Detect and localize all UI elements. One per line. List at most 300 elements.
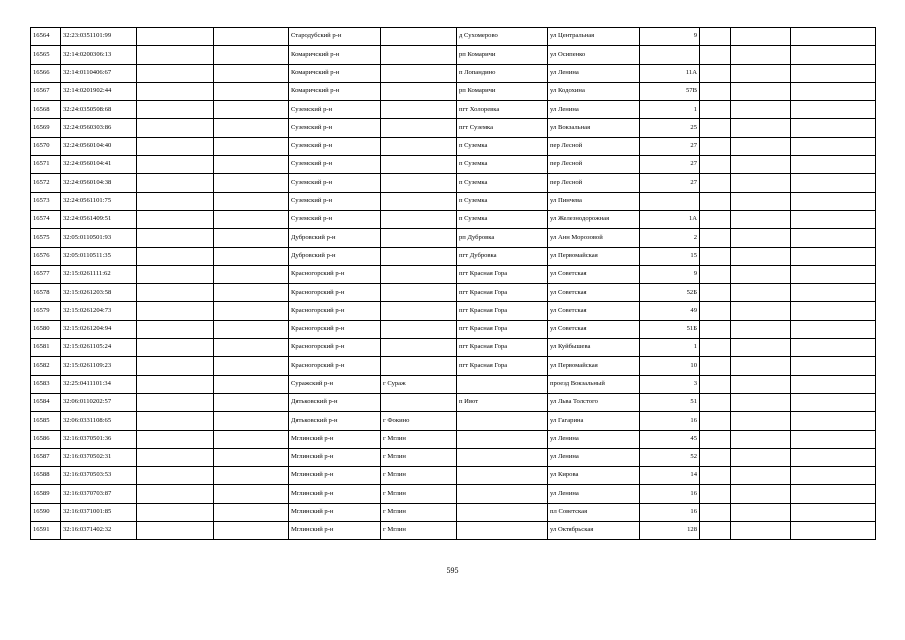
empty-col-cell bbox=[731, 137, 791, 155]
empty-col-cell bbox=[137, 485, 214, 503]
cadastral-number-cell: 32:16:0370703:87 bbox=[61, 485, 137, 503]
street-cell: ул Льва Толстого bbox=[548, 393, 640, 411]
house-number-cell bbox=[640, 192, 700, 210]
row-number-cell: 16586 bbox=[31, 430, 61, 448]
row-number-cell: 16589 bbox=[31, 485, 61, 503]
table-row bbox=[31, 64, 876, 82]
city-cell bbox=[381, 247, 457, 265]
settlement-cell: д Сухомерово bbox=[457, 28, 548, 46]
row-number-cell: 16581 bbox=[31, 339, 61, 357]
house-number-cell: 16 bbox=[640, 485, 700, 503]
cadastral-number-cell: 32:24:0350508:68 bbox=[61, 101, 137, 119]
district-cell: Комаричский р-н bbox=[289, 64, 381, 82]
empty-col-cell bbox=[214, 137, 289, 155]
district-cell: Дубровский р-н bbox=[289, 229, 381, 247]
house-number-cell: 27 bbox=[640, 156, 700, 174]
empty-col-cell bbox=[700, 302, 731, 320]
empty-col-cell bbox=[731, 46, 791, 64]
district-cell: Красногорский р-н bbox=[289, 284, 381, 302]
district-cell: Красногорский р-н bbox=[289, 357, 381, 375]
street-cell: ул Первомайская bbox=[548, 247, 640, 265]
empty-col-cell bbox=[700, 522, 731, 540]
empty-col-cell bbox=[791, 357, 876, 375]
empty-col-cell bbox=[791, 375, 876, 393]
empty-col-cell bbox=[214, 393, 289, 411]
table-row bbox=[31, 448, 876, 466]
empty-col-cell bbox=[700, 430, 731, 448]
row-number-cell: 16578 bbox=[31, 284, 61, 302]
settlement-cell bbox=[457, 448, 548, 466]
city-cell bbox=[381, 284, 457, 302]
table-row bbox=[31, 339, 876, 357]
table-row bbox=[31, 137, 876, 155]
cadastral-number-cell: 32:24:0560104:40 bbox=[61, 137, 137, 155]
empty-col-cell bbox=[731, 393, 791, 411]
street-cell: пер Лесной bbox=[548, 174, 640, 192]
table-row bbox=[31, 503, 876, 521]
empty-col-cell bbox=[791, 320, 876, 338]
empty-col-cell bbox=[791, 82, 876, 100]
row-number-cell: 16565 bbox=[31, 46, 61, 64]
settlement-cell: пгт Красная Гора bbox=[457, 320, 548, 338]
house-number-cell: 2 bbox=[640, 229, 700, 247]
row-number-cell: 16573 bbox=[31, 192, 61, 210]
settlement-cell bbox=[457, 467, 548, 485]
empty-col-cell bbox=[731, 430, 791, 448]
empty-col-cell bbox=[137, 64, 214, 82]
empty-col-cell bbox=[137, 101, 214, 119]
house-number-cell bbox=[640, 46, 700, 64]
empty-col-cell bbox=[731, 210, 791, 228]
settlement-cell: рп Дубровка bbox=[457, 229, 548, 247]
empty-col-cell bbox=[791, 522, 876, 540]
empty-col-cell bbox=[137, 448, 214, 466]
cadastral-number-cell: 32:05:0110511:35 bbox=[61, 247, 137, 265]
empty-col-cell bbox=[731, 412, 791, 430]
empty-col-cell bbox=[731, 467, 791, 485]
empty-col-cell bbox=[791, 46, 876, 64]
empty-col-cell bbox=[137, 320, 214, 338]
empty-col-cell bbox=[731, 64, 791, 82]
empty-col-cell bbox=[137, 393, 214, 411]
cadastral-number-cell: 32:16:0370503:53 bbox=[61, 467, 137, 485]
table-row bbox=[31, 485, 876, 503]
street-cell: ул Октябрьская bbox=[548, 522, 640, 540]
street-cell: ул Железнодорожная bbox=[548, 210, 640, 228]
city-cell: г Мглин bbox=[381, 448, 457, 466]
district-cell: Мглинский р-н bbox=[289, 522, 381, 540]
row-number-cell: 16576 bbox=[31, 247, 61, 265]
cadastral-number-cell: 32:16:0370502:31 bbox=[61, 448, 137, 466]
empty-col-cell bbox=[791, 265, 876, 283]
district-cell: Суземский р-н bbox=[289, 119, 381, 137]
district-cell: Мглинский р-н bbox=[289, 467, 381, 485]
cadastral-number-cell: 32:15:0261109:23 bbox=[61, 357, 137, 375]
district-cell: Суземский р-н bbox=[289, 192, 381, 210]
table-row bbox=[31, 247, 876, 265]
row-number-cell: 16588 bbox=[31, 467, 61, 485]
table-row bbox=[31, 101, 876, 119]
empty-col-cell bbox=[214, 28, 289, 46]
street-cell: ул Ленина bbox=[548, 101, 640, 119]
register-table bbox=[30, 27, 876, 540]
house-number-cell: 3 bbox=[640, 375, 700, 393]
empty-col-cell bbox=[214, 467, 289, 485]
city-cell bbox=[381, 302, 457, 320]
table-row bbox=[31, 229, 876, 247]
house-number-cell: 52Б bbox=[640, 284, 700, 302]
empty-col-cell bbox=[791, 393, 876, 411]
city-cell bbox=[381, 210, 457, 228]
street-cell: ул Пинчева bbox=[548, 192, 640, 210]
empty-col-cell bbox=[137, 210, 214, 228]
house-number-cell: 14 bbox=[640, 467, 700, 485]
cadastral-number-cell: 32:15:0261204:73 bbox=[61, 302, 137, 320]
house-number-cell: 49 bbox=[640, 302, 700, 320]
empty-col-cell bbox=[731, 247, 791, 265]
empty-col-cell bbox=[214, 156, 289, 174]
empty-col-cell bbox=[137, 284, 214, 302]
district-cell: Суземский р-н bbox=[289, 174, 381, 192]
table-row bbox=[31, 320, 876, 338]
empty-col-cell bbox=[700, 265, 731, 283]
house-number-cell: 57В bbox=[640, 82, 700, 100]
table-row bbox=[31, 522, 876, 540]
house-number-cell: 16 bbox=[640, 503, 700, 521]
table-row bbox=[31, 28, 876, 46]
empty-col-cell bbox=[137, 430, 214, 448]
district-cell: Стародубский р-н bbox=[289, 28, 381, 46]
empty-col-cell bbox=[791, 192, 876, 210]
settlement-cell: пгт Красная Гора bbox=[457, 265, 548, 283]
empty-col-cell bbox=[731, 503, 791, 521]
empty-col-cell bbox=[791, 64, 876, 82]
district-cell: Дятьковский р-н bbox=[289, 412, 381, 430]
street-cell: ул Советская bbox=[548, 320, 640, 338]
empty-col-cell bbox=[791, 174, 876, 192]
settlement-cell bbox=[457, 375, 548, 393]
settlement-cell bbox=[457, 522, 548, 540]
settlement-cell: п Суземка bbox=[457, 156, 548, 174]
empty-col-cell bbox=[137, 174, 214, 192]
empty-col-cell bbox=[137, 302, 214, 320]
settlement-cell: п Суземка bbox=[457, 174, 548, 192]
empty-col-cell bbox=[700, 101, 731, 119]
row-number-cell: 16566 bbox=[31, 64, 61, 82]
district-cell: Суземский р-н bbox=[289, 210, 381, 228]
district-cell: Дятьковский р-н bbox=[289, 393, 381, 411]
city-cell: г Мглин bbox=[381, 430, 457, 448]
house-number-cell: 10 bbox=[640, 357, 700, 375]
empty-col-cell bbox=[137, 503, 214, 521]
row-number-cell: 16564 bbox=[31, 28, 61, 46]
empty-col-cell bbox=[791, 156, 876, 174]
empty-col-cell bbox=[731, 28, 791, 46]
street-cell: ул Осипенко bbox=[548, 46, 640, 64]
row-number-cell: 16587 bbox=[31, 448, 61, 466]
street-cell: ул Советская bbox=[548, 284, 640, 302]
cadastral-number-cell: 32:05:0110501:93 bbox=[61, 229, 137, 247]
empty-col-cell bbox=[137, 137, 214, 155]
city-cell bbox=[381, 174, 457, 192]
empty-col-cell bbox=[214, 430, 289, 448]
settlement-cell bbox=[457, 485, 548, 503]
empty-col-cell bbox=[731, 522, 791, 540]
empty-col-cell bbox=[791, 284, 876, 302]
city-cell bbox=[381, 28, 457, 46]
empty-col-cell bbox=[214, 210, 289, 228]
row-number-cell: 16577 bbox=[31, 265, 61, 283]
house-number-cell: 15 bbox=[640, 247, 700, 265]
table-row bbox=[31, 174, 876, 192]
row-number-cell: 16584 bbox=[31, 393, 61, 411]
street-cell: ул Ленина bbox=[548, 64, 640, 82]
cadastral-number-cell: 32:06:0331108:65 bbox=[61, 412, 137, 430]
empty-col-cell bbox=[731, 302, 791, 320]
table-row bbox=[31, 302, 876, 320]
empty-col-cell bbox=[214, 320, 289, 338]
empty-col-cell bbox=[214, 302, 289, 320]
city-cell bbox=[381, 156, 457, 174]
settlement-cell bbox=[457, 430, 548, 448]
settlement-cell: п Ивот bbox=[457, 393, 548, 411]
house-number-cell: 25 bbox=[640, 119, 700, 137]
row-number-cell: 16570 bbox=[31, 137, 61, 155]
house-number-cell: 52 bbox=[640, 448, 700, 466]
empty-col-cell bbox=[214, 412, 289, 430]
cadastral-number-cell: 32:15:0261204:94 bbox=[61, 320, 137, 338]
empty-col-cell bbox=[700, 137, 731, 155]
cadastral-number-cell: 32:16:0371001:85 bbox=[61, 503, 137, 521]
empty-col-cell bbox=[137, 247, 214, 265]
city-cell: г Мглин bbox=[381, 467, 457, 485]
empty-col-cell bbox=[791, 247, 876, 265]
empty-col-cell bbox=[731, 375, 791, 393]
house-number-cell: 128 bbox=[640, 522, 700, 540]
empty-col-cell bbox=[791, 448, 876, 466]
row-number-cell: 16572 bbox=[31, 174, 61, 192]
house-number-cell: 45 bbox=[640, 430, 700, 448]
cadastral-number-cell: 32:16:0370501:36 bbox=[61, 430, 137, 448]
empty-col-cell bbox=[214, 284, 289, 302]
empty-col-cell bbox=[137, 229, 214, 247]
house-number-cell: 1 bbox=[640, 339, 700, 357]
district-cell: Суземский р-н bbox=[289, 101, 381, 119]
city-cell bbox=[381, 192, 457, 210]
settlement-cell: пгт Суземка bbox=[457, 119, 548, 137]
district-cell: Мглинский р-н bbox=[289, 448, 381, 466]
empty-col-cell bbox=[137, 357, 214, 375]
street-cell: ул Центральная bbox=[548, 28, 640, 46]
row-number-cell: 16575 bbox=[31, 229, 61, 247]
table-row bbox=[31, 393, 876, 411]
page-number: 595 bbox=[446, 566, 459, 575]
street-cell: проезд Вокзальный bbox=[548, 375, 640, 393]
empty-col-cell bbox=[731, 174, 791, 192]
empty-col-cell bbox=[791, 119, 876, 137]
empty-col-cell bbox=[731, 192, 791, 210]
street-cell: ул Кодохина bbox=[548, 82, 640, 100]
empty-col-cell bbox=[137, 522, 214, 540]
row-number-cell: 16571 bbox=[31, 156, 61, 174]
empty-col-cell bbox=[700, 174, 731, 192]
house-number-cell: 9 bbox=[640, 28, 700, 46]
empty-col-cell bbox=[137, 46, 214, 64]
cadastral-number-cell: 32:24:0560104:38 bbox=[61, 174, 137, 192]
city-cell bbox=[381, 393, 457, 411]
cadastral-number-cell: 32:24:0560303:86 bbox=[61, 119, 137, 137]
empty-col-cell bbox=[214, 357, 289, 375]
cadastral-number-cell: 32:23:0351101:99 bbox=[61, 28, 137, 46]
house-number-cell: 27 bbox=[640, 137, 700, 155]
empty-col-cell bbox=[791, 28, 876, 46]
empty-col-cell bbox=[137, 265, 214, 283]
cadastral-number-cell: 32:24:0560104:41 bbox=[61, 156, 137, 174]
district-cell: Комаричский р-н bbox=[289, 46, 381, 64]
city-cell: г Мглин bbox=[381, 485, 457, 503]
settlement-cell: рп Комаричи bbox=[457, 46, 548, 64]
empty-col-cell bbox=[791, 412, 876, 430]
street-cell: ул Первомайская bbox=[548, 357, 640, 375]
empty-col-cell bbox=[214, 46, 289, 64]
house-number-cell: 9 bbox=[640, 265, 700, 283]
table-row bbox=[31, 284, 876, 302]
empty-col-cell bbox=[137, 156, 214, 174]
cadastral-number-cell: 32:15:0261105:24 bbox=[61, 339, 137, 357]
house-number-cell: 51Б bbox=[640, 320, 700, 338]
empty-col-cell bbox=[700, 393, 731, 411]
empty-col-cell bbox=[731, 320, 791, 338]
cadastral-number-cell: 32:25:0411101:34 bbox=[61, 375, 137, 393]
street-cell: ул Анн Морозовой bbox=[548, 229, 640, 247]
district-cell: Мглинский р-н bbox=[289, 503, 381, 521]
settlement-cell bbox=[457, 503, 548, 521]
cadastral-number-cell: 32:14:0201902:44 bbox=[61, 82, 137, 100]
empty-col-cell bbox=[791, 137, 876, 155]
city-cell bbox=[381, 137, 457, 155]
empty-col-cell bbox=[731, 485, 791, 503]
cadastral-number-cell: 32:15:0261203:58 bbox=[61, 284, 137, 302]
house-number-cell: 1А bbox=[640, 210, 700, 228]
empty-col-cell bbox=[214, 448, 289, 466]
empty-col-cell bbox=[791, 430, 876, 448]
cadastral-number-cell: 32:24:0561101:75 bbox=[61, 192, 137, 210]
street-cell: пл Советская bbox=[548, 503, 640, 521]
settlement-cell: пгт Красная Гора bbox=[457, 302, 548, 320]
empty-col-cell bbox=[731, 265, 791, 283]
empty-col-cell bbox=[700, 192, 731, 210]
street-cell: ул Ленина bbox=[548, 430, 640, 448]
table-row bbox=[31, 210, 876, 228]
empty-col-cell bbox=[700, 412, 731, 430]
empty-col-cell bbox=[214, 522, 289, 540]
empty-col-cell bbox=[700, 247, 731, 265]
empty-col-cell bbox=[137, 119, 214, 137]
empty-col-cell bbox=[791, 467, 876, 485]
row-number-cell: 16568 bbox=[31, 101, 61, 119]
row-number-cell: 16579 bbox=[31, 302, 61, 320]
empty-col-cell bbox=[791, 503, 876, 521]
district-cell: Мглинский р-н bbox=[289, 430, 381, 448]
house-number-cell: 51 bbox=[640, 393, 700, 411]
empty-col-cell bbox=[700, 119, 731, 137]
street-cell: ул Кирова bbox=[548, 467, 640, 485]
empty-col-cell bbox=[700, 467, 731, 485]
empty-col-cell bbox=[700, 503, 731, 521]
city-cell: г Мглин bbox=[381, 503, 457, 521]
table-row bbox=[31, 192, 876, 210]
empty-col-cell bbox=[214, 339, 289, 357]
empty-col-cell bbox=[791, 101, 876, 119]
street-cell: ул Советская bbox=[548, 302, 640, 320]
street-cell: ул Ленина bbox=[548, 448, 640, 466]
empty-col-cell bbox=[731, 229, 791, 247]
street-cell: ул Вокзальная bbox=[548, 119, 640, 137]
empty-col-cell bbox=[791, 302, 876, 320]
cadastral-number-cell: 32:15:0261111:62 bbox=[61, 265, 137, 283]
empty-col-cell bbox=[214, 64, 289, 82]
empty-col-cell bbox=[700, 320, 731, 338]
city-cell bbox=[381, 357, 457, 375]
empty-col-cell bbox=[700, 357, 731, 375]
row-number-cell: 16580 bbox=[31, 320, 61, 338]
empty-col-cell bbox=[700, 339, 731, 357]
settlement-cell: рп Комаричи bbox=[457, 82, 548, 100]
city-cell bbox=[381, 320, 457, 338]
district-cell: Суземский р-н bbox=[289, 137, 381, 155]
empty-col-cell bbox=[700, 28, 731, 46]
settlement-cell: пгт Красная Гора bbox=[457, 284, 548, 302]
empty-col-cell bbox=[791, 229, 876, 247]
district-cell: Комаричский р-н bbox=[289, 82, 381, 100]
row-number-cell: 16585 bbox=[31, 412, 61, 430]
empty-col-cell bbox=[214, 485, 289, 503]
empty-col-cell bbox=[214, 375, 289, 393]
row-number-cell: 16567 bbox=[31, 82, 61, 100]
empty-col-cell bbox=[731, 82, 791, 100]
district-cell: Красногорский р-н bbox=[289, 339, 381, 357]
district-cell: Мглинский р-н bbox=[289, 485, 381, 503]
empty-col-cell bbox=[137, 82, 214, 100]
empty-col-cell bbox=[214, 192, 289, 210]
cadastral-number-cell: 32:16:0371402:32 bbox=[61, 522, 137, 540]
cadastral-number-cell: 32:06:0110202:57 bbox=[61, 393, 137, 411]
empty-col-cell bbox=[214, 247, 289, 265]
street-cell: ул Советская bbox=[548, 265, 640, 283]
empty-col-cell bbox=[137, 375, 214, 393]
district-cell: Дубровский р-н bbox=[289, 247, 381, 265]
empty-col-cell bbox=[731, 156, 791, 174]
empty-col-cell bbox=[731, 448, 791, 466]
house-number-cell: 11А bbox=[640, 64, 700, 82]
row-number-cell: 16582 bbox=[31, 357, 61, 375]
table-row bbox=[31, 265, 876, 283]
empty-col-cell bbox=[214, 503, 289, 521]
empty-col-cell bbox=[700, 156, 731, 174]
district-cell: Красногорский р-н bbox=[289, 302, 381, 320]
empty-col-cell bbox=[214, 265, 289, 283]
empty-col-cell bbox=[137, 467, 214, 485]
table-row bbox=[31, 375, 876, 393]
empty-col-cell bbox=[700, 82, 731, 100]
district-cell: Красногорский р-н bbox=[289, 265, 381, 283]
table-row bbox=[31, 46, 876, 64]
empty-col-cell bbox=[700, 46, 731, 64]
street-cell: ул Ленина bbox=[548, 485, 640, 503]
settlement-cell: п Лопандино bbox=[457, 64, 548, 82]
street-cell: пер Лесной bbox=[548, 156, 640, 174]
empty-col-cell bbox=[214, 82, 289, 100]
